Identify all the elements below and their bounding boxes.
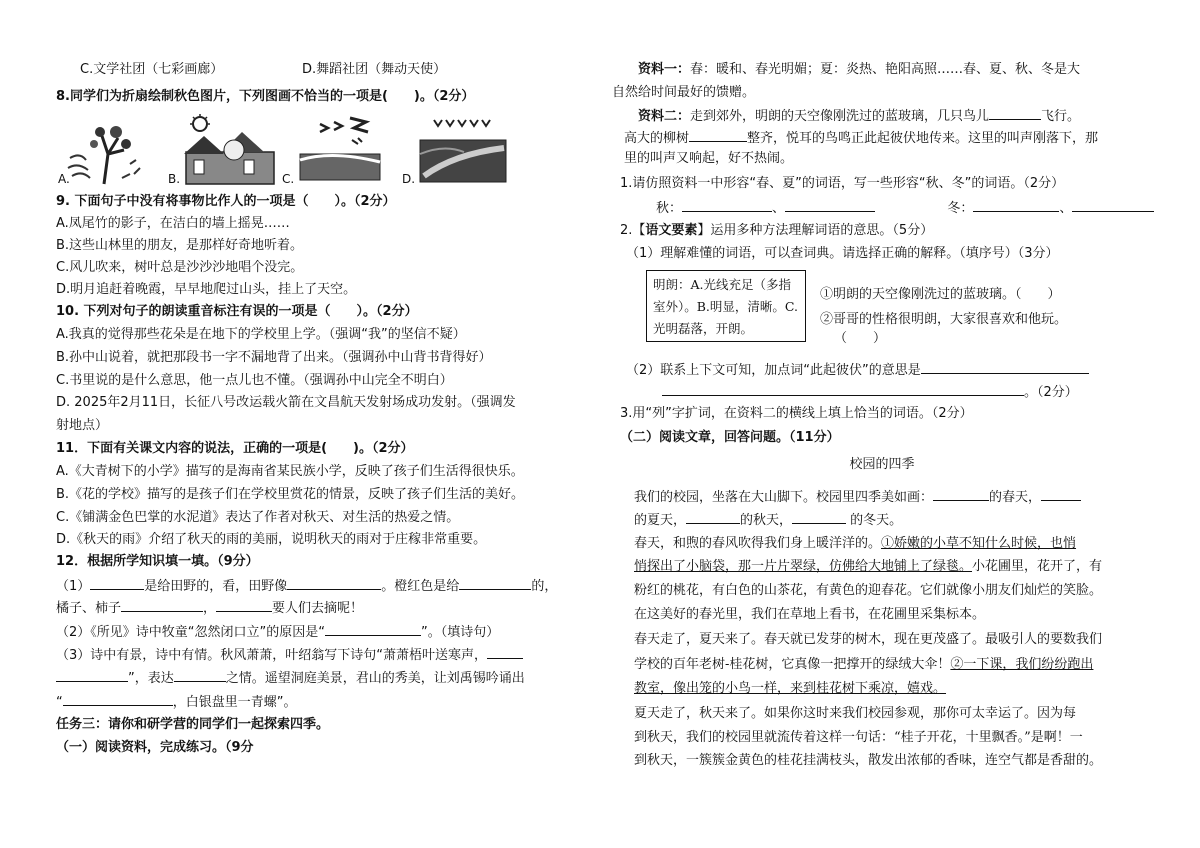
q9-option-d: D.明月追赶着晚霞，早早地爬过山头，挂上了天空。 bbox=[56, 282, 357, 297]
q10-option-b: B.孙中山说着，就把那段书一字不漏地背了出来。（强调孙中山背书背得好） bbox=[56, 350, 492, 365]
para4-line-3: 到秋天，一簇簇金黄色的桂花挂满枝头，散发出浓郁的香味，连空气都是香甜的。 bbox=[634, 753, 1103, 768]
para1-line-2: 的夏天， 的秋天， 的冬天。 bbox=[634, 510, 902, 530]
r-q2-stem: 2.【语文要素】运用多种方法理解词语的意思。（5分） bbox=[620, 223, 934, 238]
q12-line-1: （1） 是给田野的，看，田野像 。橙红色是给 的， bbox=[56, 576, 557, 596]
season-blank-4[interactable] bbox=[792, 510, 846, 524]
q12-blank-4[interactable] bbox=[121, 598, 203, 612]
dong-blank-1[interactable] bbox=[973, 198, 1059, 212]
season-blank-1[interactable] bbox=[933, 487, 989, 501]
q12-blank-2[interactable] bbox=[287, 576, 381, 590]
q12-stem: 12．根据所学知识填一填。（9分） bbox=[56, 554, 259, 569]
ziliao2-blank-2[interactable] bbox=[689, 128, 747, 142]
q11-option-b: B.《花的学校》描写的是孩子们在学校里赏花的情景，反映了孩子们生活的美好。 bbox=[56, 487, 525, 502]
r-q3-stem: 3.用“列”字扩词，在资料二的横线上填上恰当的词语。（2分） bbox=[620, 406, 973, 421]
ziliao2-line-2: 高大的柳树 整齐，悦耳的鸟鸣正此起彼伏地传来。这里的叫声刚落下，那 bbox=[624, 128, 1098, 148]
para1-line-1: 我们的校园，坐落在大山脚下。校园里四季美如画： 的春天， bbox=[634, 487, 1081, 507]
q8-label-c: C. bbox=[282, 172, 295, 186]
q12-line-6: “ ，白银盘里一青螺”。 bbox=[56, 692, 297, 712]
cibiqifu-blank-1[interactable] bbox=[921, 360, 1089, 374]
r-q2-part2: （2）联系上下文可知，加点词“此起彼伏”的意思是 bbox=[626, 360, 1089, 380]
section-1-heading: （一）阅读资料，完成练习。（9分 bbox=[56, 740, 254, 755]
q12-line-4: （3）诗中有景，诗中有情。秋风萧萧，叶绍翁写下诗句“萧萧梧叶送寒声， bbox=[56, 645, 523, 665]
q8-label-a: A. bbox=[58, 172, 70, 186]
qiu-blank-2[interactable] bbox=[785, 198, 875, 212]
q10-option-d: D. 2025年2月11日，长征八号改运载火箭在文昌航天发射场成功发射。（强调发 bbox=[56, 395, 516, 410]
r-q1-stem: 1.请仿照资料一中形容“春、夏”的词语，写一些形容“秋、冬”的词语。（2分） bbox=[620, 176, 1065, 191]
qiu-blank-1[interactable] bbox=[682, 198, 772, 212]
autumn-tree-picture-a[interactable] bbox=[64, 114, 164, 186]
def-item-1: ①明朗的天空像刚洗过的蓝玻璃。（ ） bbox=[820, 287, 1061, 302]
q11-option-d: D.《秋天的雨》介绍了秋天的雨的美丽，说明秋天的雨对于庄稼非常重要。 bbox=[56, 532, 487, 547]
q12-blank-8[interactable] bbox=[174, 668, 226, 682]
article-title: 校园的四季 bbox=[849, 457, 915, 472]
q12-blank-7a[interactable] bbox=[487, 645, 523, 659]
q10-option-c: C.书里说的是什么意思，他一点儿也不懂。（强调孙中山完全不明白） bbox=[56, 373, 453, 388]
ziliao1-line-2: 自然给时间最好的馈赠。 bbox=[612, 85, 756, 100]
q12-blank-3[interactable] bbox=[459, 576, 531, 590]
para3-line-3: 教室，像出笼的小鸟一样，来到桂花树下乘凉，嬉戏。 bbox=[634, 681, 947, 696]
q7-option-c: C.文学社团（七彩画廊） bbox=[80, 62, 224, 77]
birds-picture-c[interactable] bbox=[292, 114, 392, 186]
geese-picture-d[interactable] bbox=[414, 114, 514, 186]
q12-blank-1[interactable] bbox=[90, 576, 144, 590]
season-blank-3[interactable] bbox=[686, 510, 740, 524]
para4-line-2: 到秋天，我们的校园里就流传着这样一句话：“桂子开花，十里飘香。”是啊！一 bbox=[634, 730, 1083, 745]
dictionary-definition-box: 明朗：A.光线充足（多指室外）。B.明显，清晰。C.光明磊落，开朗。 bbox=[646, 270, 806, 342]
para2-line-4: 在这美好的春光里，我们在草地上看书，在花圃里采集标本。 bbox=[634, 607, 986, 622]
r-q2-part2-cont: 。（2分） bbox=[662, 382, 1078, 402]
q9-option-c: C.风儿吹来，树叶总是沙沙沙地唱个没完。 bbox=[56, 260, 304, 275]
ziliao1-line-1: 资料一：春：暖和、春光明媚；夏：炎热、艳阳高照……春、夏、秋、冬是大 bbox=[638, 62, 1081, 77]
q9-stem: 9. 下面句子中没有将事物比作人的一项是（ ）。（2分） bbox=[56, 194, 396, 209]
q10-option-a: A.我真的觉得那些花朵是在地下的学校里上学。（强调“我”的坚信不疑） bbox=[56, 327, 466, 342]
def-item-2: ②哥哥的性格很明朗，大家很喜欢和他玩。 bbox=[820, 312, 1068, 327]
para3-line-1: 春天走了，夏天来了。春天就已发芽的树木，现在更茂盛了。最吸引人的要数我们 bbox=[634, 632, 1103, 647]
section-2-heading: （二）阅读文章，回答问题。（11分） bbox=[620, 430, 840, 445]
def-item-2-bracket: （ ） bbox=[834, 331, 887, 346]
r-q2-part1: （1）理解难懂的词语，可以查词典。请选择正确的解释。（填序号）（3分） bbox=[626, 246, 1059, 261]
q12-blank-6[interactable] bbox=[325, 622, 421, 636]
para4-line-1: 夏天走了，秋天来了。如果你这时来我们校园参观，那你可太幸运了。因为每 bbox=[634, 706, 1077, 721]
cibiqifu-blank-2[interactable] bbox=[662, 382, 1024, 396]
q12-blank-7b[interactable] bbox=[56, 668, 128, 682]
q11-option-a: A.《大青树下的小学》描写的是海南省某民族小学，反映了孩子们生活得很快乐。 bbox=[56, 464, 524, 479]
q10-option-d-cont: 射地点） bbox=[56, 418, 109, 433]
q12-line-2: 橘子、柿子 ， 要人们去摘呢！ bbox=[56, 598, 363, 618]
season-blank-2[interactable] bbox=[1041, 487, 1081, 501]
q12-blank-9[interactable] bbox=[63, 692, 173, 706]
dong-blank-2[interactable] bbox=[1072, 198, 1154, 212]
r-q1-answer: 秋： 、 冬： 、 bbox=[656, 198, 1154, 218]
q8-label-d: D. bbox=[402, 172, 416, 186]
q12-line-3: （2）《所见》诗中牧童“忽然闭口立”的原因是“ ”。（填诗句） bbox=[56, 622, 499, 642]
q11-option-c: C.《铺满金色巴掌的水泥道》表达了作者对秋天、对生活的热爱之情。 bbox=[56, 510, 460, 525]
q7-option-d: D.舞蹈社团（舞动天使） bbox=[302, 62, 447, 77]
q12-line-5: ”，表达 之情。遥望洞庭美景，君山的秀美，让刘禹锡吟诵出 bbox=[56, 668, 525, 688]
houses-picture-b[interactable] bbox=[180, 114, 280, 186]
ziliao2-line-3: 里的叫声又响起，好不热闹。 bbox=[624, 151, 794, 166]
para2-line-2: 悄探出了小脑袋，那一片片翠绿，仿佛给大地铺上了绿毯。小花圃里，花开了，有 bbox=[634, 559, 1103, 574]
q11-stem: 11．下面有关课文内容的说法，正确的一项是( )。（2分） bbox=[56, 441, 414, 456]
ziliao2-line-1: 资料二：走到郊外，明朗的天空像刚洗过的蓝玻璃，几只鸟儿 飞行。 bbox=[638, 106, 1080, 126]
q8-stem: 8.同学们为折扇绘制秋色图片，下列图画不恰当的一项是( )。（2分） bbox=[56, 89, 475, 104]
para2-line-1: 春天，和煦的春风吹得我们身上暖洋洋的。①娇嫩的小草不知什么时候，也悄 bbox=[634, 536, 1077, 551]
q12-blank-5[interactable] bbox=[216, 598, 272, 612]
ziliao2-blank-1[interactable] bbox=[989, 106, 1041, 120]
para3-line-2: 学校的百年老树-桂花树，它真像一把撑开的绿绒大伞！②一下课，我们纷纷跑出 bbox=[634, 657, 1094, 672]
task3-heading: 任务三：请你和研学营的同学们一起探索四季。 bbox=[56, 717, 330, 732]
q8-label-b: B. bbox=[168, 172, 181, 186]
q9-option-a: A.凤尾竹的影子，在洁白的墙上摇晃…… bbox=[56, 216, 290, 231]
q10-stem: 10. 下列对句子的朗读重音标注有误的一项是（ ）。（2分） bbox=[56, 304, 418, 319]
para2-line-3: 粉红的桃花，有白色的山茶花，有黄色的迎春花。它们就像小朋友们灿烂的笑脸。 bbox=[634, 583, 1103, 598]
q9-option-b: B.这些山林里的朋友，是那样好奇地听着。 bbox=[56, 238, 304, 253]
